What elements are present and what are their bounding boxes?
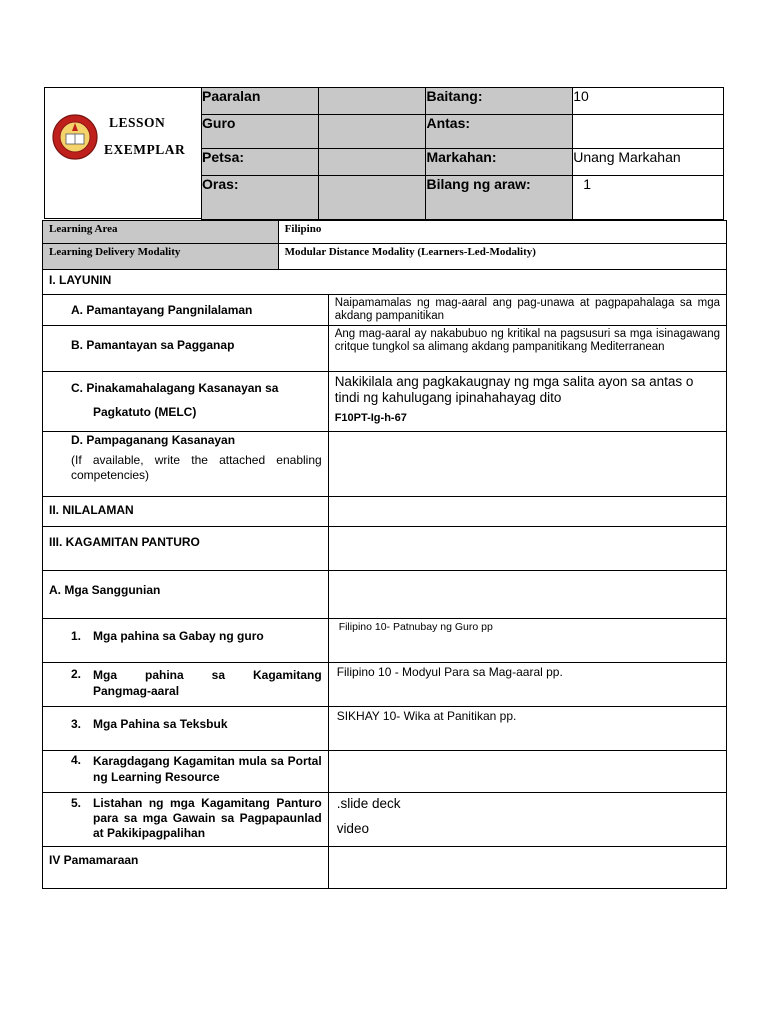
melc-label-line-1: C. Pinakamahalagang Kasanayan sa — [71, 381, 279, 395]
sanggunian-value — [328, 571, 726, 619]
markahan-label: Markahan: — [426, 149, 573, 176]
melc-text: Nakikilala ang pagkakaugnay ng mga salita ayon sa antas o tindi ng kahulugang ipinahahayag dito — [334, 374, 694, 405]
melc-value — [328, 372, 726, 432]
item-4-label: Karagdagang Kagamitan mula sa Portal ng Learning Resource — [93, 754, 322, 784]
section-pamamaraan: IV Pamamaraan — [43, 847, 329, 889]
guro-label: Guro — [202, 115, 319, 149]
pampaganang-kasanayan-value — [328, 432, 726, 497]
baitang-value: 10 — [573, 88, 724, 115]
antas-label: Antas: — [426, 115, 573, 149]
bilang-ng-araw-value: 1 — [573, 176, 724, 220]
melc-code: F10PT-Ig-h-67 — [334, 412, 407, 424]
section-mga-sanggunian: A. Mga Sanggunian — [43, 571, 329, 619]
learning-area-value: Filipino — [278, 221, 726, 244]
item-3-label: Mga Pahina sa Teksbuk — [93, 717, 228, 731]
item-5-label: Listahan ng mga Kagamitang Panturo para sa mga Gawain sa Pagpapaunlad at Pakikipagpalihan — [93, 796, 322, 840]
learning-area-table — [42, 220, 727, 270]
item-1-value: Filipino 10- Patnubay ng Guro pp — [328, 619, 726, 663]
pamamaraan-value — [328, 847, 726, 889]
item-3-number: 3. — [71, 717, 82, 731]
item-5-row — [71, 796, 322, 841]
melc-label — [43, 372, 329, 432]
lesson-exemplar-title — [104, 113, 185, 160]
item-2-number: 2. — [71, 667, 82, 681]
sanggunian-item-3 — [43, 707, 329, 751]
baitang-label: Baitang: — [426, 88, 573, 115]
paaralan-label: Paaralan — [202, 88, 319, 115]
pamantayang-pangnilalaman-label — [43, 295, 329, 326]
item-4-number: 4. — [71, 753, 82, 767]
petsa-label: Petsa: — [202, 149, 319, 176]
bilang-ng-araw-label: Bilang ng araw: — [426, 176, 573, 220]
title-line-1: LESSON — [109, 115, 166, 130]
school-seal-logo — [52, 114, 98, 160]
b-label-text: B. Pamantayan sa Pagganap — [71, 338, 235, 352]
oras-label: Oras: — [202, 176, 319, 220]
item-2-row — [71, 667, 322, 699]
item-5-value-line-1: .slide deck — [336, 796, 401, 811]
guro-value — [318, 115, 426, 149]
kagamitan-value — [328, 527, 726, 571]
item-2-label: Mga pahina sa Kagamitang Pangmag-aaral — [93, 668, 322, 698]
learning-area-label: Learning Area — [43, 221, 279, 244]
sanggunian-item-5 — [43, 793, 329, 847]
paaralan-value — [318, 88, 426, 115]
item-4-row — [71, 753, 322, 785]
modality-value: Modular Distance Modality (Learners-Led-Modality) — [278, 244, 726, 270]
section-layunin: I. LAYUNIN — [43, 270, 727, 295]
pamantayan-sa-pagganap-value: Ang mag-aaral ay nakabubuo ng kritikal na pagsusuri sa mga isinagawang critque tungkol sa alimang akdang pampanitikang Mediterranean — [328, 326, 726, 372]
item-5-value — [328, 793, 726, 847]
antas-value — [573, 115, 724, 149]
oras-value — [318, 176, 426, 220]
sanggunian-item-1 — [43, 619, 329, 663]
pamantayang-pangnilalaman-value: Naipamamalas ng mag-aaral ang pag-unawa at pagpapahalaga sa mga akdang pampanitikan — [328, 295, 726, 326]
item-2-value: Filipino 10 - Modyul Para sa Mag-aaral pp. — [328, 663, 726, 707]
item-5-number: 5. — [71, 796, 82, 810]
melc-label-line-2: Pagkatuto (MELC) — [93, 405, 197, 419]
sanggunian-item-2 — [43, 663, 329, 707]
markahan-value: Unang Markahan — [573, 149, 724, 176]
item-1-label: Mga pahina sa Gabay ng guro — [93, 629, 264, 643]
lesson-plan-table — [42, 269, 727, 889]
d-note-text: (If available, write the attached enabling competencies) — [71, 453, 322, 482]
modality-label: Learning Delivery Modality — [43, 244, 279, 270]
item-3-value: SIKHAY 10- Wika at Panitikan pp. — [328, 707, 726, 751]
section-kagamitan-panturo: III. KAGAMITAN PANTURO — [43, 527, 329, 571]
section-nilalaman: II. NILALAMAN — [43, 497, 329, 527]
a-label-text: A. Pamantayang Pangnilalaman — [71, 303, 253, 317]
item-1-number: 1. — [71, 629, 82, 643]
d-label-text: D. Pampaganang Kasanayan — [71, 433, 236, 447]
pamantayan-sa-pagganap-label — [43, 326, 329, 372]
nilalaman-value — [328, 497, 726, 527]
pampaganang-kasanayan-label — [43, 432, 329, 497]
header-info-grid — [201, 87, 724, 220]
title-line-2: EXEMPLAR — [104, 142, 186, 157]
item-5-value-line-2: video — [336, 821, 369, 836]
item-4-value — [328, 751, 726, 793]
petsa-value — [318, 149, 426, 176]
sanggunian-item-4 — [43, 751, 329, 793]
